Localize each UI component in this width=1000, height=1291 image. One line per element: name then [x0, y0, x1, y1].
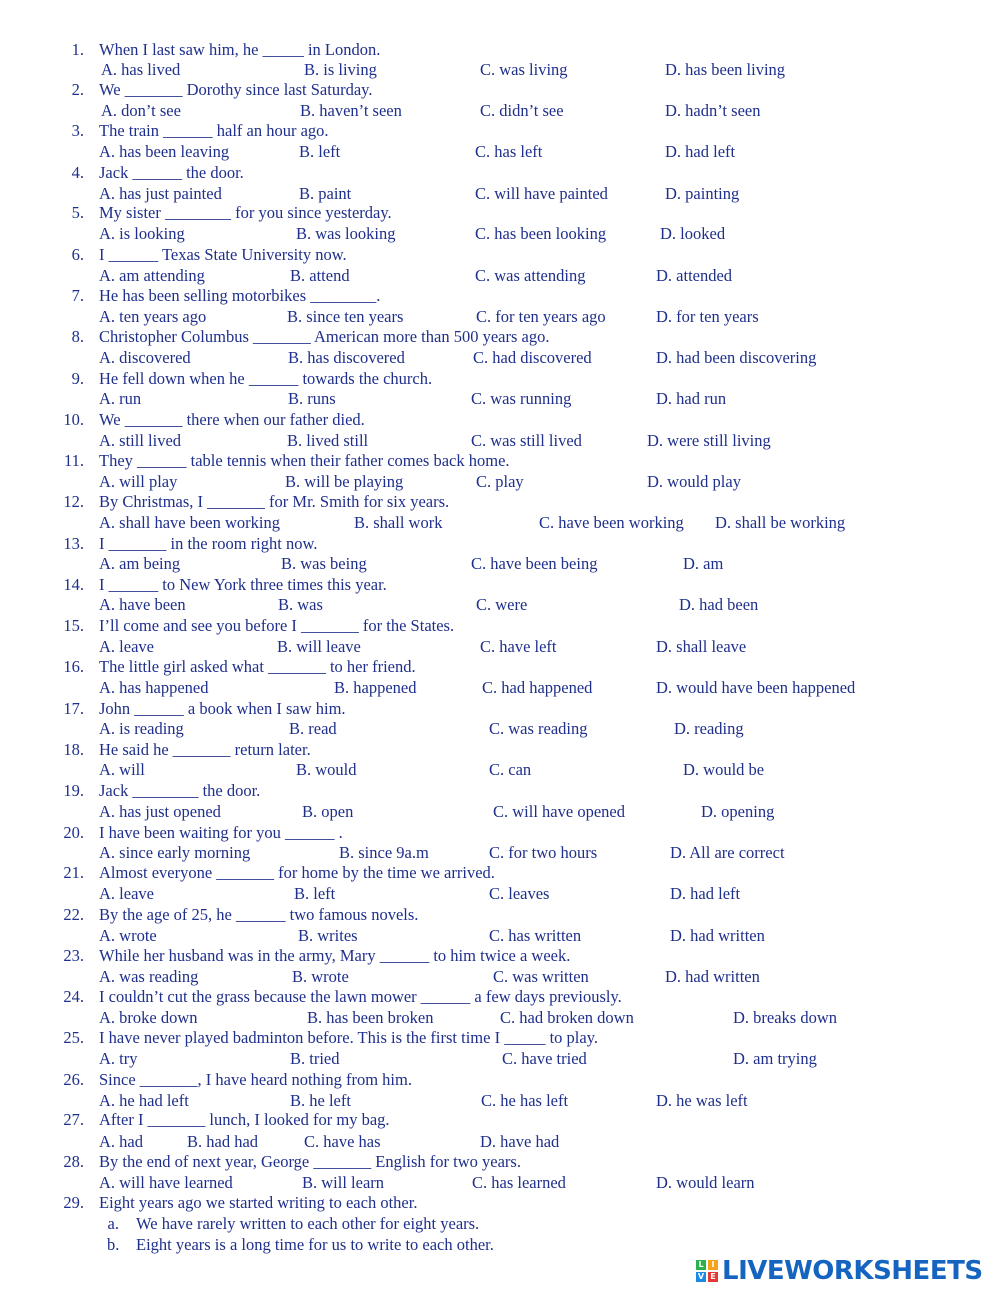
question-stem: Jack ______ the door. [99, 163, 244, 182]
question-stem: We _______ there when our father died. [99, 410, 365, 429]
answer-option-d[interactable]: D. would play [647, 472, 741, 491]
answer-option-b[interactable]: B. left [299, 142, 341, 161]
answer-option-b[interactable]: B. will learn [302, 1173, 385, 1192]
question-stem: I have never played badminton before. This is the first time I _____ to play. [99, 1028, 598, 1047]
answer-option-b[interactable]: B. is living [304, 60, 377, 79]
answer-option-c[interactable]: C. leaves [489, 884, 550, 903]
answer-option-c[interactable]: C. have has [304, 1132, 381, 1151]
answer-option-d[interactable]: D. have had [480, 1132, 560, 1151]
answer-option-c[interactable]: C. can [489, 760, 532, 779]
answer-option-b[interactable]: B. runs [288, 389, 336, 408]
answer-option-a[interactable]: A. will have learned [99, 1173, 233, 1192]
question-stem: I _______ in the room right now. [99, 534, 318, 553]
answer-option-c[interactable]: C. he has left [481, 1091, 569, 1110]
answer-option-d[interactable]: D. were still living [647, 431, 771, 450]
question-stem: Eight years ago we started writing to each other. [99, 1193, 418, 1212]
question-stem: I’ll come and see you before I _______ for the States. [99, 616, 455, 635]
question-stem: John ______ a book when I saw him. [99, 699, 346, 718]
answer-option-c[interactable]: C. didn’t see [480, 101, 564, 120]
question-stem: By the age of 25, he ______ two famous novels. [99, 905, 419, 924]
answer-option-c[interactable]: C. has written [489, 926, 582, 945]
question-stem: By the end of next year, George _______ English for two years. [99, 1152, 521, 1171]
question-stem: My sister ________ for you since yesterday. [99, 203, 392, 222]
answer-option-c[interactable]: C. had discovered [473, 348, 592, 367]
answer-option-a[interactable]: A. he had left [99, 1091, 189, 1110]
question-number: 4. [71, 163, 84, 182]
answer-option-c[interactable]: C. was reading [489, 719, 588, 738]
answer-option-a[interactable]: A. has happened [99, 678, 209, 697]
answer-option-c[interactable]: C. was written [493, 967, 589, 986]
answer-option-a[interactable]: A. run [99, 389, 142, 408]
question-stem: He fell down when he ______ towards the church. [99, 369, 433, 388]
answer-option-a[interactable]: A. was reading [99, 967, 199, 986]
answer-option-d[interactable]: D. had left [670, 884, 741, 903]
answer-option-c[interactable]: C. has left [475, 142, 543, 161]
question-number: 18. [63, 740, 84, 759]
question-number: 25. [63, 1028, 84, 1047]
answer-option-b[interactable]: B. paint [299, 184, 352, 203]
answer-option-b[interactable]: B. left [294, 884, 336, 903]
question-stem: Almost everyone _______ for home by the time we arrived. [99, 863, 495, 882]
question-stem: I ______ Texas State University now. [99, 245, 347, 264]
question-stem: After I _______ lunch, I looked for my bag. [99, 1110, 390, 1129]
question-stem: Since _______, I have heard nothing from him. [99, 1070, 412, 1089]
question-stem: By Christmas, I _______ for Mr. Smith for six years. [99, 492, 450, 511]
answer-option-b[interactable]: B. since ten years [287, 307, 404, 326]
question-stem: The little girl asked what _______ to her friend. [99, 657, 416, 676]
question-stem: When I last saw him, he _____ in London. [99, 40, 381, 59]
answer-option-c[interactable]: C. for ten years ago [476, 307, 606, 326]
question-number: 11. [63, 451, 84, 470]
question-stem: He has been selling motorbikes ________. [99, 286, 381, 305]
answer-option-c[interactable]: C. have been being [471, 554, 598, 573]
answer-option-d[interactable]: D. hadn’t seen [665, 101, 761, 120]
question-stem: I have been waiting for you ______ . [99, 823, 343, 842]
answer-option-d[interactable]: D. looked [660, 224, 726, 243]
question-number: 26. [63, 1070, 84, 1089]
answer-option-b[interactable]: B. will leave [277, 637, 361, 656]
answer-option-a[interactable]: A. discovered [99, 348, 191, 367]
answer-option-a[interactable]: A. leave [99, 884, 154, 903]
question-number: 1. [71, 40, 84, 59]
question-number: 23. [63, 946, 84, 965]
answer-option-c[interactable]: C. for two hours [489, 843, 598, 862]
question-number: 29. [63, 1193, 84, 1212]
answer-option-c[interactable]: C. will have opened [493, 802, 625, 821]
answer-option-a[interactable]: A. don’t see [101, 101, 181, 120]
answer-option-a[interactable]: A. try [99, 1049, 138, 1068]
sub-item-text: Eight years is a long time for us to write to each other. [136, 1235, 494, 1254]
answer-option-d[interactable]: D. would have been happened [656, 678, 856, 697]
answer-option-b[interactable]: B. wrote [292, 967, 349, 986]
answer-option-b[interactable]: B. will be playing [285, 472, 404, 491]
question-number: 20. [63, 823, 84, 842]
question-number: 6. [71, 245, 84, 264]
answer-option-b[interactable]: B. he left [290, 1091, 351, 1110]
sub-item-label: b. [107, 1235, 120, 1254]
question-number: 3. [71, 121, 84, 140]
question-number: 10. [63, 410, 84, 429]
question-number: 12. [63, 492, 84, 511]
answer-option-d[interactable]: D. attended [656, 266, 733, 285]
answer-option-a[interactable]: A. broke down [99, 1008, 198, 1027]
answer-option-d[interactable]: D. shall leave [656, 637, 747, 656]
question-number: 15. [63, 616, 84, 635]
answer-option-a[interactable]: A. still lived [99, 431, 182, 450]
answer-option-c[interactable]: C. was attending [475, 266, 586, 285]
answer-option-a[interactable]: A. am being [99, 554, 181, 573]
answer-option-b[interactable]: B. shall work [354, 513, 443, 532]
question-stem: The train ______ half an hour ago. [99, 121, 329, 140]
question-number: 7. [71, 286, 84, 305]
question-number: 13. [63, 534, 84, 553]
question-stem: While her husband was in the army, Mary ______ to him twice a week. [99, 946, 571, 965]
answer-option-d[interactable]: D. for ten years [656, 307, 759, 326]
question-number: 27. [63, 1110, 84, 1129]
question-stem: They ______ table tennis when their father comes back home. [99, 451, 510, 470]
answer-option-d[interactable]: D. had written [670, 926, 765, 945]
question-stem: I couldn’t cut the grass because the lawn mower ______ a few days previously. [99, 987, 622, 1006]
question-number: 17. [63, 699, 84, 718]
answer-option-c[interactable]: C. had happened [482, 678, 593, 697]
answer-option-c[interactable]: C. had broken down [500, 1008, 634, 1027]
answer-option-b[interactable]: B. haven’t seen [300, 101, 402, 120]
answer-option-a[interactable]: A. will play [99, 472, 178, 491]
answer-option-b[interactable]: B. had had [187, 1132, 259, 1151]
question-number: 16. [63, 657, 84, 676]
answer-option-b[interactable]: B. happened [334, 678, 417, 697]
answer-option-d[interactable]: D. had left [665, 142, 736, 161]
answer-option-a[interactable]: A. since early morning [99, 843, 251, 862]
answer-option-a[interactable]: A. has lived [101, 60, 181, 79]
answer-option-a[interactable]: A. has just painted [99, 184, 222, 203]
answer-option-d[interactable]: D. had been [679, 595, 759, 614]
question-number: 21. [63, 863, 84, 882]
answer-option-c[interactable]: C. were [476, 595, 528, 614]
answer-option-b[interactable]: B. has discovered [288, 348, 405, 367]
question-number: 24. [63, 987, 84, 1006]
question-stem: He said he _______ return later. [99, 740, 311, 759]
answer-option-d[interactable]: D. would be [683, 760, 765, 779]
answer-option-b[interactable]: B. has been broken [307, 1008, 434, 1027]
sub-item-label: a. [107, 1214, 119, 1233]
logo-mark-icon: L I V E [696, 1260, 718, 1282]
answer-option-a[interactable]: A. will [99, 760, 145, 779]
question-number: 19. [63, 781, 84, 800]
question-number: 5. [71, 203, 84, 222]
answer-option-b[interactable]: B. was being [281, 554, 367, 573]
question-number: 14. [63, 575, 84, 594]
answer-option-c[interactable]: C. has been looking [475, 224, 607, 243]
question-number: 2. [71, 80, 84, 99]
answer-option-a[interactable]: A. is looking [99, 224, 185, 243]
answer-option-c[interactable]: C. will have painted [475, 184, 608, 203]
sub-item-text: We have rarely written to each other for eight years. [136, 1214, 480, 1233]
answer-option-d[interactable]: D. had written [665, 967, 760, 986]
answer-option-c[interactable]: C. was still lived [471, 431, 582, 450]
answer-option-a[interactable]: A. has been leaving [99, 142, 230, 161]
question-stem: Christopher Columbus _______ American more than 500 years ago. [99, 327, 550, 346]
answer-option-d[interactable]: D. shall be working [715, 513, 846, 532]
answer-option-a[interactable]: A. is reading [99, 719, 184, 738]
answer-option-b[interactable]: B. was [278, 595, 323, 614]
answer-option-b[interactable]: B. read [289, 719, 337, 738]
answer-option-c[interactable]: C. have tried [502, 1049, 587, 1068]
liveworksheets-logo [696, 1254, 983, 1288]
question-stem: Jack ________ the door. [99, 781, 261, 800]
question-number: 8. [71, 327, 84, 346]
answer-option-a[interactable]: A. ten years ago [99, 307, 207, 326]
answer-option-c[interactable]: C. has learned [472, 1173, 566, 1192]
answer-option-a[interactable]: A. has just opened [99, 802, 221, 821]
answer-option-c[interactable]: C. was running [471, 389, 572, 408]
answer-option-d[interactable]: D. would learn [656, 1173, 755, 1192]
answer-option-c[interactable]: C. have been working [539, 513, 684, 532]
answer-option-a[interactable]: A. have been [99, 595, 186, 614]
question-number: 9. [71, 369, 84, 388]
answer-option-b[interactable]: B. open [302, 802, 354, 821]
answer-option-d[interactable]: D. had run [656, 389, 727, 408]
answer-option-b[interactable]: B. since 9a.m [339, 843, 429, 862]
answer-option-d[interactable]: D. reading [674, 719, 744, 738]
answer-option-b[interactable]: B. would [296, 760, 357, 779]
answer-option-c[interactable]: C. play [476, 472, 524, 491]
answer-option-a[interactable]: A. shall have been working [99, 513, 280, 532]
question-number: 28. [63, 1152, 84, 1171]
answer-option-c[interactable]: C. was living [480, 60, 568, 79]
answer-option-c[interactable]: C. have left [480, 637, 557, 656]
answer-option-d[interactable]: D. had been discovering [656, 348, 817, 367]
answer-option-d[interactable]: D. All are correct [670, 843, 785, 862]
answer-option-d[interactable]: D. he was left [656, 1091, 748, 1110]
answer-option-d[interactable]: D. opening [701, 802, 775, 821]
answer-option-d[interactable]: D. am trying [733, 1049, 817, 1068]
answer-option-d[interactable]: D. breaks down [733, 1008, 838, 1027]
answer-option-a[interactable]: A. leave [99, 637, 154, 656]
answer-option-b[interactable]: B. was looking [296, 224, 396, 243]
answer-option-b[interactable]: B. writes [298, 926, 358, 945]
question-stem: I ______ to New York three times this year. [99, 575, 387, 594]
answer-option-b[interactable]: B. attend [290, 266, 350, 285]
answer-option-b[interactable]: B. lived still [287, 431, 369, 450]
question-stem: We _______ Dorothy since last Saturday. [99, 80, 373, 99]
answer-option-a[interactable]: A. am attending [99, 266, 205, 285]
logo-text: LIVEWORKSHEETS [722, 1256, 983, 1286]
answer-option-b[interactable]: B. tried [290, 1049, 340, 1068]
question-number: 22. [63, 905, 84, 924]
answer-option-a[interactable]: A. had [99, 1132, 143, 1151]
answer-option-a[interactable]: A. wrote [99, 926, 157, 945]
answer-option-d[interactable]: D. painting [665, 184, 740, 203]
answer-option-d[interactable]: D. am [683, 554, 724, 573]
answer-option-d[interactable]: D. has been living [665, 60, 786, 79]
